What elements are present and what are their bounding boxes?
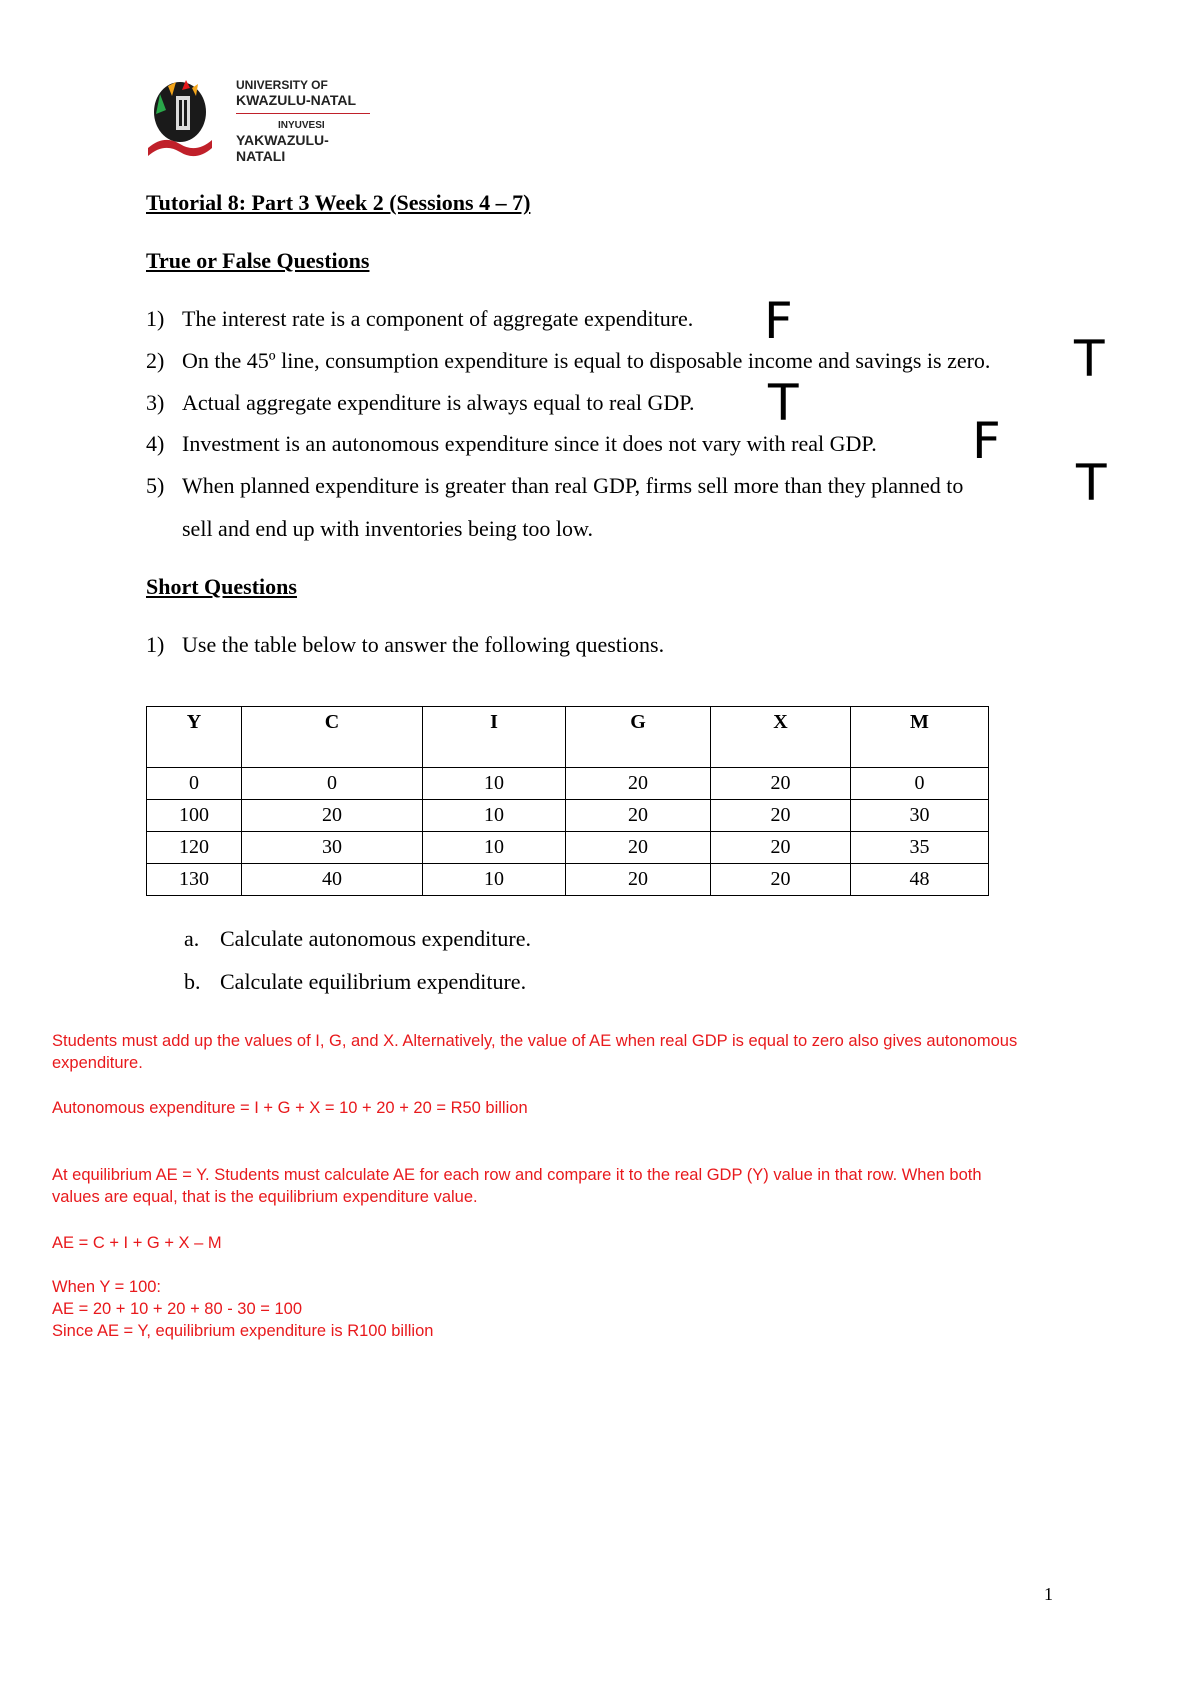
answer-line-calc: AE = 20 + 10 + 20 + 80 - 30 = 100	[52, 1300, 302, 1318]
table-cell: 20	[711, 768, 851, 800]
tf-item-5-continued: sell and end up with inventories being too low.	[182, 516, 594, 541]
table-cell: 40	[242, 864, 423, 896]
logo-emblem-icon	[146, 70, 216, 160]
table-header-cell: G	[566, 707, 711, 768]
answer-paragraph-1: Students must add up the values of I, G, and X. Alternatively, the value of AE when real GDP is equal to zero also gives autonomous expenditure.	[52, 1032, 1018, 1072]
logo-line-4: YAKWAZULU-NATALI	[236, 132, 329, 164]
table-cell: 130	[147, 864, 242, 896]
table-cell: 10	[423, 864, 566, 896]
table-cell: 20	[711, 864, 851, 896]
table-header-cell: Y	[147, 707, 242, 768]
table-cell: 20	[566, 800, 711, 832]
table-cell: 0	[851, 768, 989, 800]
table-cell: 35	[851, 832, 989, 864]
tf-item-2: 2) On the 45º line, consumption expenditure is equal to disposable income and savings is zero.	[146, 348, 991, 373]
table-row	[147, 800, 989, 832]
table-header-row	[147, 707, 989, 768]
page-number: 1	[1044, 1584, 1053, 1604]
table-row	[147, 864, 989, 896]
handwritten-answer-5: T	[1076, 454, 1107, 512]
table-cell: 20	[566, 864, 711, 896]
table-cell: 20	[711, 832, 851, 864]
table-cell: 0	[242, 768, 423, 800]
logo-line-1: UNIVERSITY OF	[236, 78, 328, 92]
table-cell: 120	[147, 832, 242, 864]
answer-paragraph-3: At equilibrium AE = Y. Students must calculate AE for each row and compare it to the real GDP (Y) value in that row. When both values are equal, that is the equilibrium expenditure value.	[52, 1166, 982, 1206]
short-heading: Short Questions	[146, 574, 297, 599]
tf-item-3: 3) Actual aggregate expenditure is always equal to real GDP.	[146, 390, 695, 415]
sub-question-b: b. Calculate equilibrium expenditure.	[184, 969, 527, 994]
table-cell: 10	[423, 800, 566, 832]
table-header-cell: M	[851, 707, 989, 768]
handwritten-answer-1: F	[764, 292, 793, 350]
table-cell: 100	[147, 800, 242, 832]
table-cell: 20	[566, 768, 711, 800]
table-header-cell: X	[711, 707, 851, 768]
tf-item-4: 4) Investment is an autonomous expenditure since it does not vary with real GDP.	[146, 431, 877, 456]
handwritten-answer-3: T	[768, 374, 799, 432]
table-header-cell: I	[423, 707, 566, 768]
table-cell: 20	[242, 800, 423, 832]
table-cell: 10	[423, 768, 566, 800]
sub-question-a: a. Calculate autonomous expenditure.	[184, 926, 531, 951]
table-cell: 48	[851, 864, 989, 896]
tf-item-1: 1) The interest rate is a component of aggregate expenditure.	[146, 306, 694, 331]
logo-line-2: KWAZULU-NATAL	[236, 92, 357, 108]
handwritten-answer-2: T	[1074, 330, 1105, 388]
answer-formula: AE = C + I + G + X – M	[52, 1234, 222, 1252]
answer-line-conclusion: Since AE = Y, equilibrium expenditure is R100 billion	[52, 1322, 434, 1340]
expenditure-table	[146, 706, 989, 896]
table-header-cell: C	[242, 707, 423, 768]
table-cell: 20	[566, 832, 711, 864]
handwritten-answer-4: F	[972, 412, 1001, 470]
table-row	[147, 768, 989, 800]
table-cell: 10	[423, 832, 566, 864]
table-cell: 20	[711, 800, 851, 832]
table-cell: 0	[147, 768, 242, 800]
table-cell: 30	[851, 800, 989, 832]
short-question-1: 1) Use the table below to answer the following questions.	[146, 632, 665, 657]
tf-heading: True or False Questions	[146, 248, 370, 273]
logo-divider	[236, 113, 370, 114]
answer-line-when: When Y = 100:	[52, 1278, 162, 1296]
answer-paragraph-2: Autonomous expenditure = I + G + X = 10 + 20 + 20 = R50 billion	[52, 1099, 528, 1117]
table-row	[147, 832, 989, 864]
tf-item-5: 5) When planned expenditure is greater than real GDP, firms sell more than they planned to	[146, 473, 964, 498]
page-title: Tutorial 8: Part 3 Week 2 (Sessions 4 – 7)	[146, 190, 531, 215]
university-logo	[146, 70, 376, 164]
table-cell: 30	[242, 832, 423, 864]
logo-line-3: INYUVESI	[278, 120, 325, 131]
